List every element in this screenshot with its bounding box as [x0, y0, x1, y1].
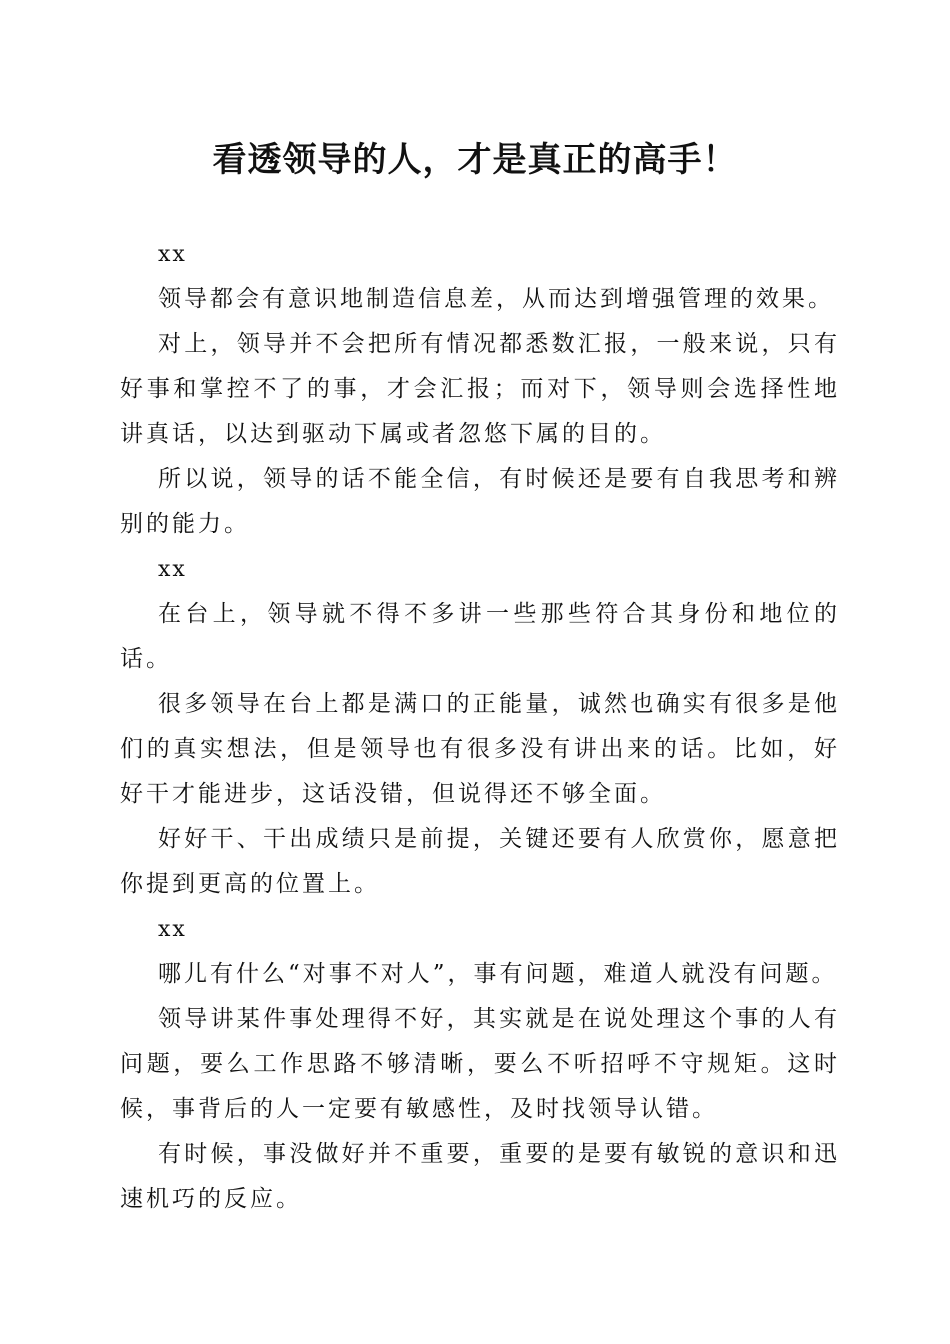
paragraph: 哪儿有什么“对事不对人”，事有问题，难道人就没有问题。 [158, 961, 838, 987]
section-2 [120, 547, 840, 907]
paragraph: 好好干、干出成绩只是前提，关键还要有人欣赏你，愿意把你提到更高的位置上。 [120, 826, 840, 897]
paragraph: 领导讲某件事处理得不好，其实就是在说处理这个事的人有问题，要么工作思路不够清晰，要么不听招呼不守规矩。这时候，事背后的人一定要有敏感性，及时找领导认错。 [120, 1006, 840, 1122]
section-marker: xx [158, 242, 187, 267]
document-title: 看透领导的人，才是真正的高手！ [212, 140, 738, 180]
paragraph: 所以说，领导的话不能全信，有时候还是要有自我思考和辨别的能力。 [120, 466, 840, 537]
paragraph: 领导都会有意识地制造信息差，从而达到增强管理的效果。 [158, 286, 834, 312]
section-3 [120, 907, 840, 1222]
section-1 [120, 232, 840, 547]
document-body [120, 232, 840, 1222]
paragraph: 很多领导在台上都是满口的正能量，诚然也确实有很多是他们的真实想法，但是领导也有很多没有讲出来的话。比如，好好干才能进步，这话没错，但说得还不够全面。 [120, 691, 840, 807]
section-marker: xx [158, 917, 187, 942]
section-marker: xx [158, 557, 187, 582]
paragraph: 对上，领导并不会把所有情况都悉数汇报，一般来说，只有好事和掌控不了的事，才会汇报；而对下，领导则会选择性地讲真话，以达到驱动下属或者忽悠下属的目的。 [120, 331, 840, 447]
paragraph: 在台上，领导就不得不多讲一些那些符合其身份和地位的话。 [120, 601, 840, 672]
paragraph: 有时候，事没做好并不重要，重要的是要有敏锐的意识和迅速机巧的反应。 [120, 1141, 840, 1212]
